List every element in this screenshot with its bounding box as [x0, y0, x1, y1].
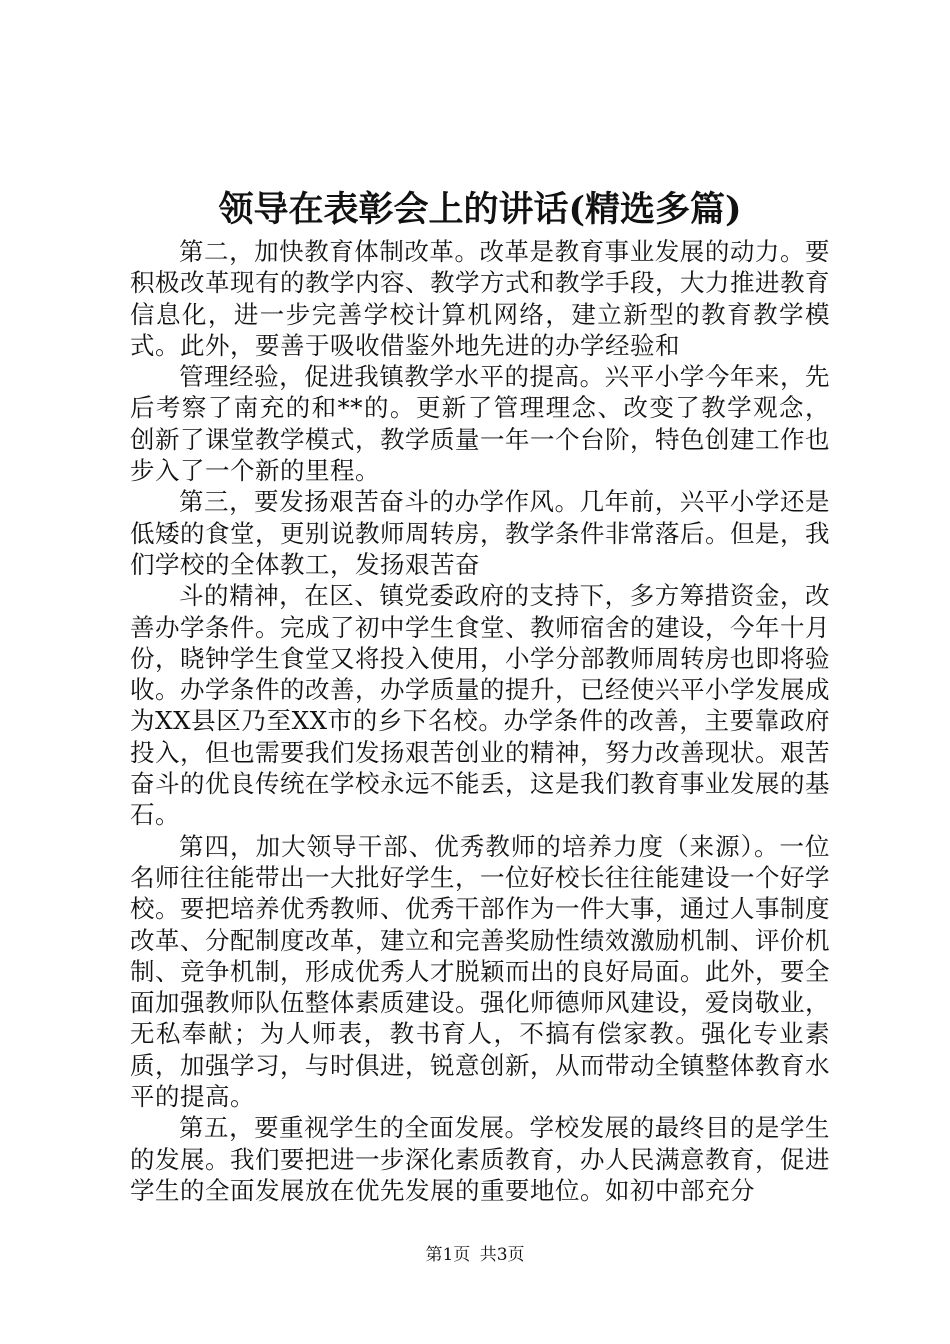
paragraph: 第五，要重视学生的全面发展。学校发展的最终目的是学生的发展。我们要把进一步深化素质教育，办人民满意教育，促进学生的全面发展放在优先发展的重要地位。如初中部充分 [130, 1113, 830, 1205]
paragraph: 第三，要发扬艰苦奋斗的办学作风。几年前，兴平小学还是低矮的食堂，更别说教师周转房，教学条件非常落后。但是，我们学校的全体教工，发扬艰苦奋 [130, 487, 830, 579]
document-title: 领导在表彰会上的讲话(精选多篇) [218, 189, 742, 230]
page-footer [0, 1244, 950, 1266]
paragraph: 第四，加大领导干部、优秀教师的培养力度（来源）。一位名师往往能带出一大批好学生，一位好校长往往能建设一个好学校。要把培养优秀教师、优秀干部作为一件大事，通过人事制度改革、分配制度改革，建立和完善奖励性绩效激励机制、评价机制、竞争机制，形成优秀人才脱颖而出的良好局面。此外，要全面加强教师队伍整体素质建设。强化师德师风建设，爱岗敬业，无私奉献；为人师表，教书育人，不搞有偿家教。强化专业素质，加强学习，与时俱进，锐意创新，从而带动全镇整体教育水平的提高。 [130, 831, 830, 1112]
paragraph: 斗的精神，在区、镇党委政府的支持下，多方筹措资金，改善办学条件。完成了初中学生食堂、教师宿舍的建设，今年十月份，晓钟学生食堂又将投入使用，小学分部教师周转房也即将验收。办学条件的改善，办学质量的提升，已经使兴平小学发展成为XX县区乃至XX市的乡下名校。办学条件的改善，主要靠政府投入，但也需要我们发扬艰苦创业的精神，努力改善现状。艰苦奋斗的优良传统在学校永远不能丢，这是我们教育事业发展的基石。 [130, 581, 830, 830]
document-body [130, 236, 830, 1206]
paragraph: 第二，加快教育体制改革。改革是教育事业发展的动力。要积极改革现有的教学内容、教学方式和教学手段，大力推进教育信息化，进一步完善学校计算机网络，建立新型的教育教学模式。此外，要善于吸收借鉴外地先进的办学经验和 [130, 237, 830, 360]
page-number: 第1页 [425, 1245, 471, 1265]
page-count: 共3页 [479, 1245, 525, 1265]
paragraph: 管理经验，促进我镇教学水平的提高。兴平小学今年来，先后考察了南充的和**的。更新了管理理念、改变了教学观念，创新了课堂教学模式，教学质量一年一个台阶，特色创建工作也步入了一个新的里程。 [130, 362, 830, 486]
